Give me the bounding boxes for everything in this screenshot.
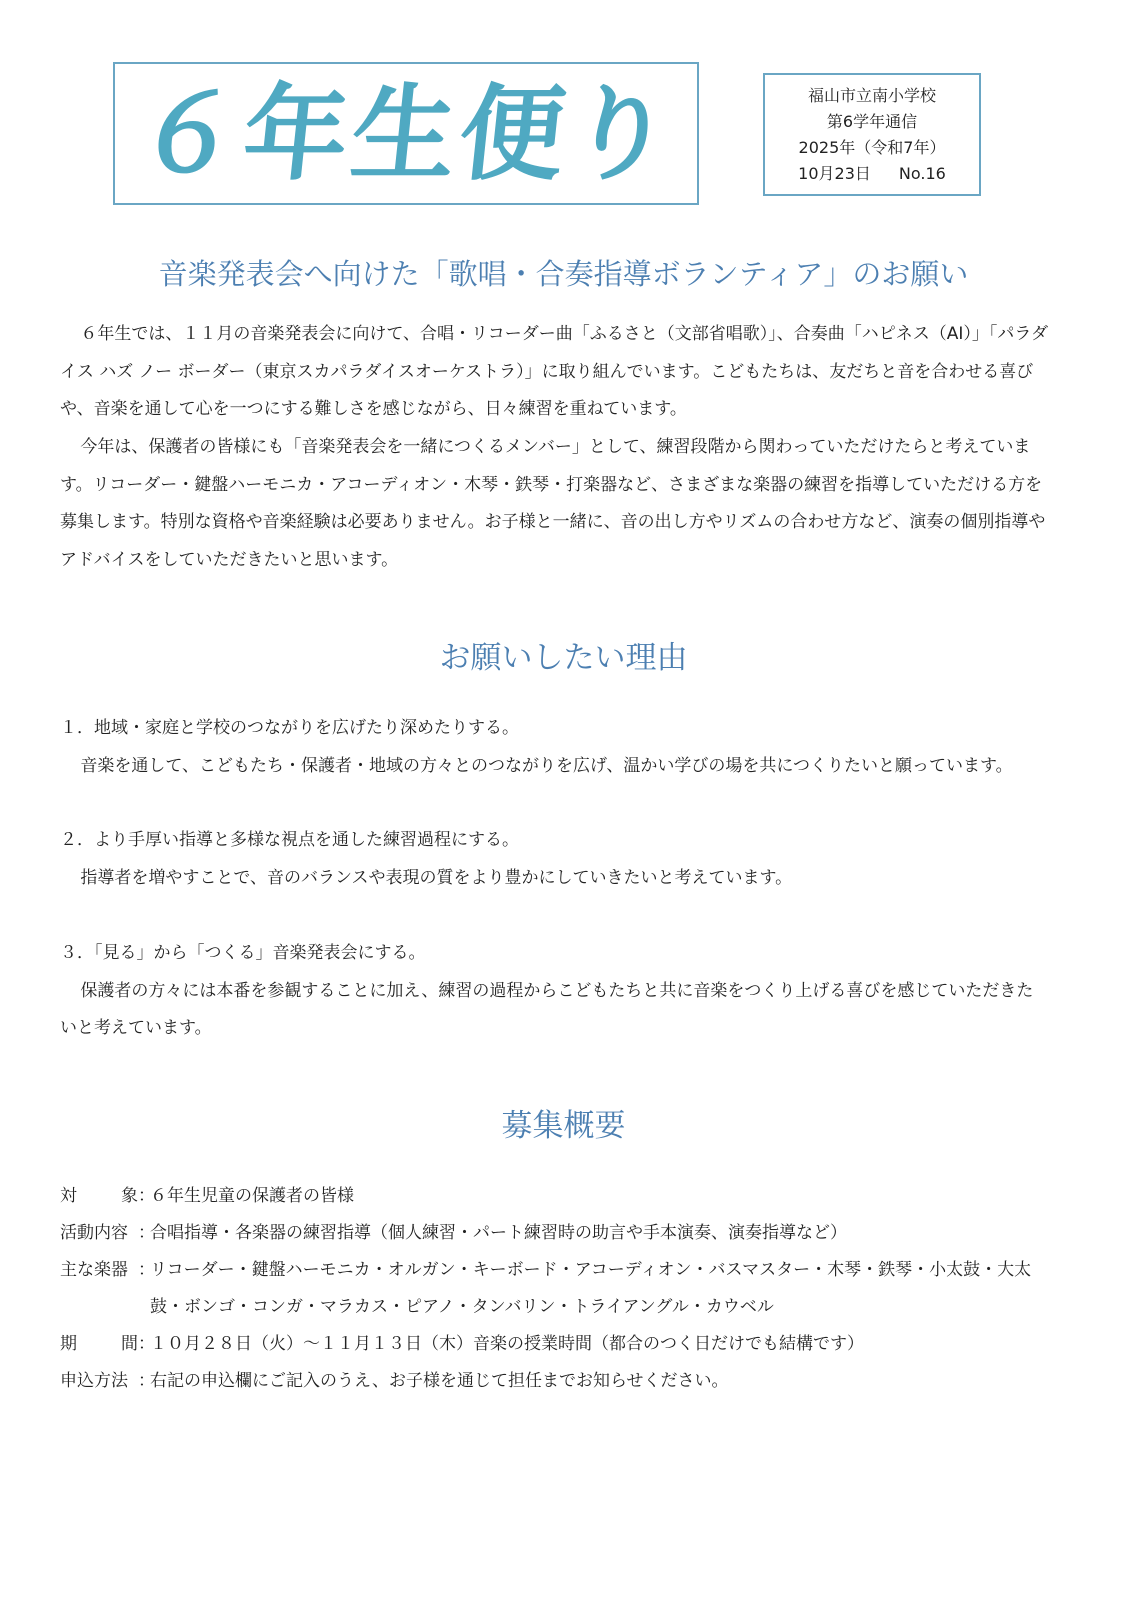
summary-label: 主な楽器 <box>60 1260 128 1280</box>
issue-number: No.16 <box>898 164 946 183</box>
reason-body: 指導者を増やすことで、音のバランスや表現の質をより豊かにしていきたいと考えています。 <box>80 867 793 888</box>
reason-body: 音楽を通して、こどもたち・保護者・地域の方々とのつながりを広げ、温かい学びの場を共につくりたいと願っています。 <box>80 755 1013 776</box>
summary-colon: ： <box>138 1334 155 1354</box>
summary-value: ６年生児童の保護者の皆様 <box>150 1186 354 1206</box>
issue-year: 2025年（令和7年） <box>798 138 946 157</box>
summary-colon: ： <box>138 1260 155 1280</box>
summary-label <box>60 1178 138 1215</box>
summary-colon: ： <box>138 1371 155 1391</box>
reason-item-1 <box>60 710 1050 785</box>
summary-label: 申込方法 <box>60 1371 128 1391</box>
label-part: 対 <box>60 1186 77 1206</box>
newsletter-title-box <box>113 62 699 205</box>
newsletter-title: ６年生便り <box>129 72 683 195</box>
intro-paragraph-1: ６年生では、１１月の音楽発表会に向けて、合唱・リコーダー曲「ふるさと（文部省唱歌）」、合奏曲「ハピネス（AI）」「パラダイス ハズ ノー ボーダー（東京スカパラダイスオーケストラ）」に取り組んでいます。こどもたちは、友だちと音を合わせる喜びや、音楽を通して心を一つにする難しさを感じながら、日々練習を重ねています。 <box>60 324 1049 419</box>
summary-row-target <box>60 1178 1060 1215</box>
summary-heading: 募集概要 <box>501 1108 626 1144</box>
reason-body: 保護者の方々には本番を参観することに加え、練習の過程からこどもたちと共に音楽をつくり上げる喜びを感じていただきたいと考えています。 <box>60 980 1034 1038</box>
reasons-heading: お願いしたい理由 <box>439 640 688 676</box>
summary-colon: ： <box>138 1186 155 1206</box>
recruitment-summary <box>60 1178 1060 1400</box>
label-part: 間 <box>121 1334 138 1354</box>
summary-label: 活動内容 <box>60 1223 128 1243</box>
intro-paragraph-2: 今年は、保護者の皆様にも「音楽発表会を一緒につくるメンバー」として、練習段階から関わっていただけたらと考えています。リコーダー・鍵盤ハーモニカ・アコーディオン・木琴・鉄琴・打楽器など、さまざまな楽器の練習を指導していただける方を募集します。特別な資格や音楽経験は必要ありません。お子様と一緒に、音の出し方やリズムの合わせ方など、演奏の個別指導やアドバイスをしていただきたいと思います。 <box>60 437 1046 570</box>
summary-row-apply <box>60 1363 1060 1400</box>
issue-date-line <box>765 161 979 187</box>
summary-value: 合唱指導・各楽器の練習指導（個人練習・パート練習時の助言や手本演奏、演奏指導など） <box>150 1223 847 1243</box>
summary-label <box>60 1326 138 1363</box>
summary-value: 右記の申込欄にご記入のうえ、お子様を通じて担任までお知らせください。 <box>150 1371 729 1391</box>
main-heading: 音楽発表会へ向けた「歌唱・合奏指導ボランティア」のお願い <box>158 257 969 291</box>
summary-row-period <box>60 1326 1060 1363</box>
school-name: 福山市立南小学校 <box>807 86 936 105</box>
reason-item-2 <box>60 822 1050 897</box>
summary-row-activity <box>60 1215 1060 1252</box>
reason-title: ３．「見る」から「つくる」音楽発表会にする。 <box>60 943 426 963</box>
reason-item-3 <box>60 935 1050 1048</box>
summary-colon: ： <box>138 1223 155 1243</box>
summary-value: １０月２８日（火）～１１月１３日（木）音楽の授業時間（都合のつく日だけでも結構です） <box>150 1334 864 1354</box>
issue-info-box <box>763 73 981 196</box>
label-part: 象 <box>121 1186 138 1206</box>
reason-title: １．地域・家庭と学校のつながりを広げたり深めたりする。 <box>60 718 519 738</box>
newsletter-name: 第6学年通信 <box>826 112 918 131</box>
summary-row-instruments <box>60 1252 1060 1326</box>
reason-title: ２．より手厚い指導と多様な視点を通した練習過程にする。 <box>60 830 519 850</box>
issue-date: 10月23日 <box>798 164 871 183</box>
summary-value: リコーダー・鍵盤ハーモニカ・オルガン・キーボード・アコーディオン・バスマスター・木琴・鉄琴・小太鼓・大太鼓・ボンゴ・コンガ・マラカス・ピアノ・タンバリン・トライアングル・カウベル <box>150 1260 1032 1317</box>
label-part: 期 <box>60 1334 77 1354</box>
